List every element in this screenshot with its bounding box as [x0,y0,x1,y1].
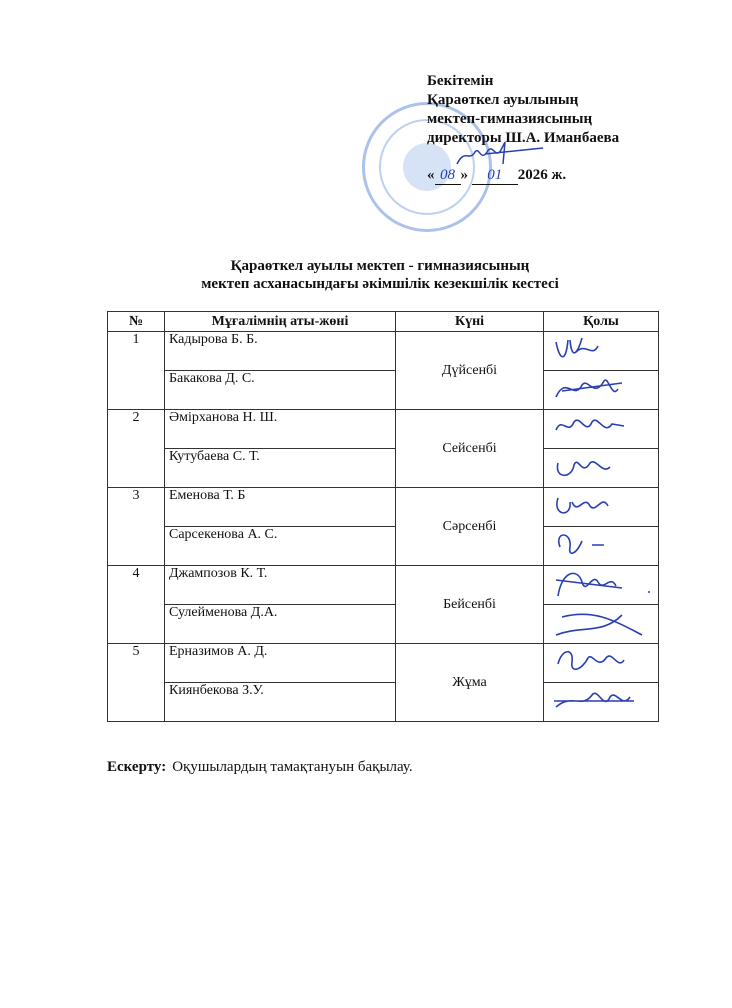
handwritten-signature [552,410,656,448]
signature-cell [544,449,659,488]
teacher-name: Киянбекова З.У. [165,683,396,722]
handwritten-signature [552,683,656,721]
row-number: 3 [108,488,165,566]
teacher-name: Ерназимов А. Д. [165,644,396,683]
table-row [108,566,659,605]
row-number: 4 [108,566,165,644]
approval-date: « 08 » 01 2026 ж. [427,167,567,183]
note-label: Ескерту: [107,759,167,775]
signature-cell [544,410,659,449]
teacher-name: Сулейменова Д.А. [165,605,396,644]
table-row [108,644,659,683]
teacher-name: Еменова Т. Б [165,488,396,527]
approval-line: Бекітемін [427,73,494,89]
signature-cell [544,566,659,605]
table-row [108,605,659,644]
teacher-name: Сарсекенова А. С. [165,527,396,566]
note-text: Оқушылардың тамақтануын бақылау. [172,759,413,775]
document-title [0,257,732,293]
approval-line: Қараөткел ауылының [427,92,579,108]
table-row [108,488,659,527]
table-row [108,683,659,722]
table-row [108,527,659,566]
handwritten-signature [552,605,656,643]
teacher-name: Әмірханова Н. Ш. [165,410,396,449]
handwritten-signature [552,371,656,409]
duty-schedule-table [107,311,659,722]
title-line-2: мектеп асханасындағы әкімшілік кезекшілік кестесі [201,276,559,292]
signature-cell [544,683,659,722]
handwritten-signature [552,449,656,487]
note [107,759,413,776]
row-number: 5 [108,644,165,722]
teacher-name: Кадырова Б. Б. [165,332,396,371]
approval-line: директоры Ш.А. Иманбаева [427,130,620,146]
signature-cell [544,605,659,644]
signature-cell [544,332,659,371]
teacher-name: Джампозов К. Т. [165,566,396,605]
duty-day: Дүйсенбі [396,332,544,410]
date-day: 08 [435,167,461,185]
teacher-name: Бакакова Д. С. [165,371,396,410]
handwritten-signature [552,488,656,526]
header-name: Мұғалімнің аты-жөні [165,312,396,332]
table-row [108,332,659,371]
handwritten-signature [552,644,656,682]
signature-cell [544,488,659,527]
title-line-1: Қараөткел ауылы мектеп - гимназиясының [230,258,530,274]
teacher-name: Кутубаева С. Т. [165,449,396,488]
header-signature: Қолы [544,312,659,332]
signature-cell [544,371,659,410]
table-row [108,410,659,449]
signature-cell [544,644,659,683]
row-number: 1 [108,332,165,410]
approval-block [427,72,619,148]
approval-line: мектеп-гимназиясының [427,111,593,127]
duty-day: Сейсенбі [396,410,544,488]
table-header-row [108,312,659,332]
date-month: 01 [472,167,518,185]
header-number: № [108,312,165,332]
date-year: 2026 ж. [517,167,567,183]
table-row [108,371,659,410]
duty-day: Бейсенбі [396,566,544,644]
duty-day: Жұма [396,644,544,722]
table-row [108,449,659,488]
duty-day: Сәрсенбі [396,488,544,566]
handwritten-signature [552,566,656,604]
row-number: 2 [108,410,165,488]
header-day: Күні [396,312,544,332]
handwritten-signature [552,332,656,370]
signature-cell [544,527,659,566]
handwritten-signature [552,527,656,565]
director-signature [455,140,545,170]
